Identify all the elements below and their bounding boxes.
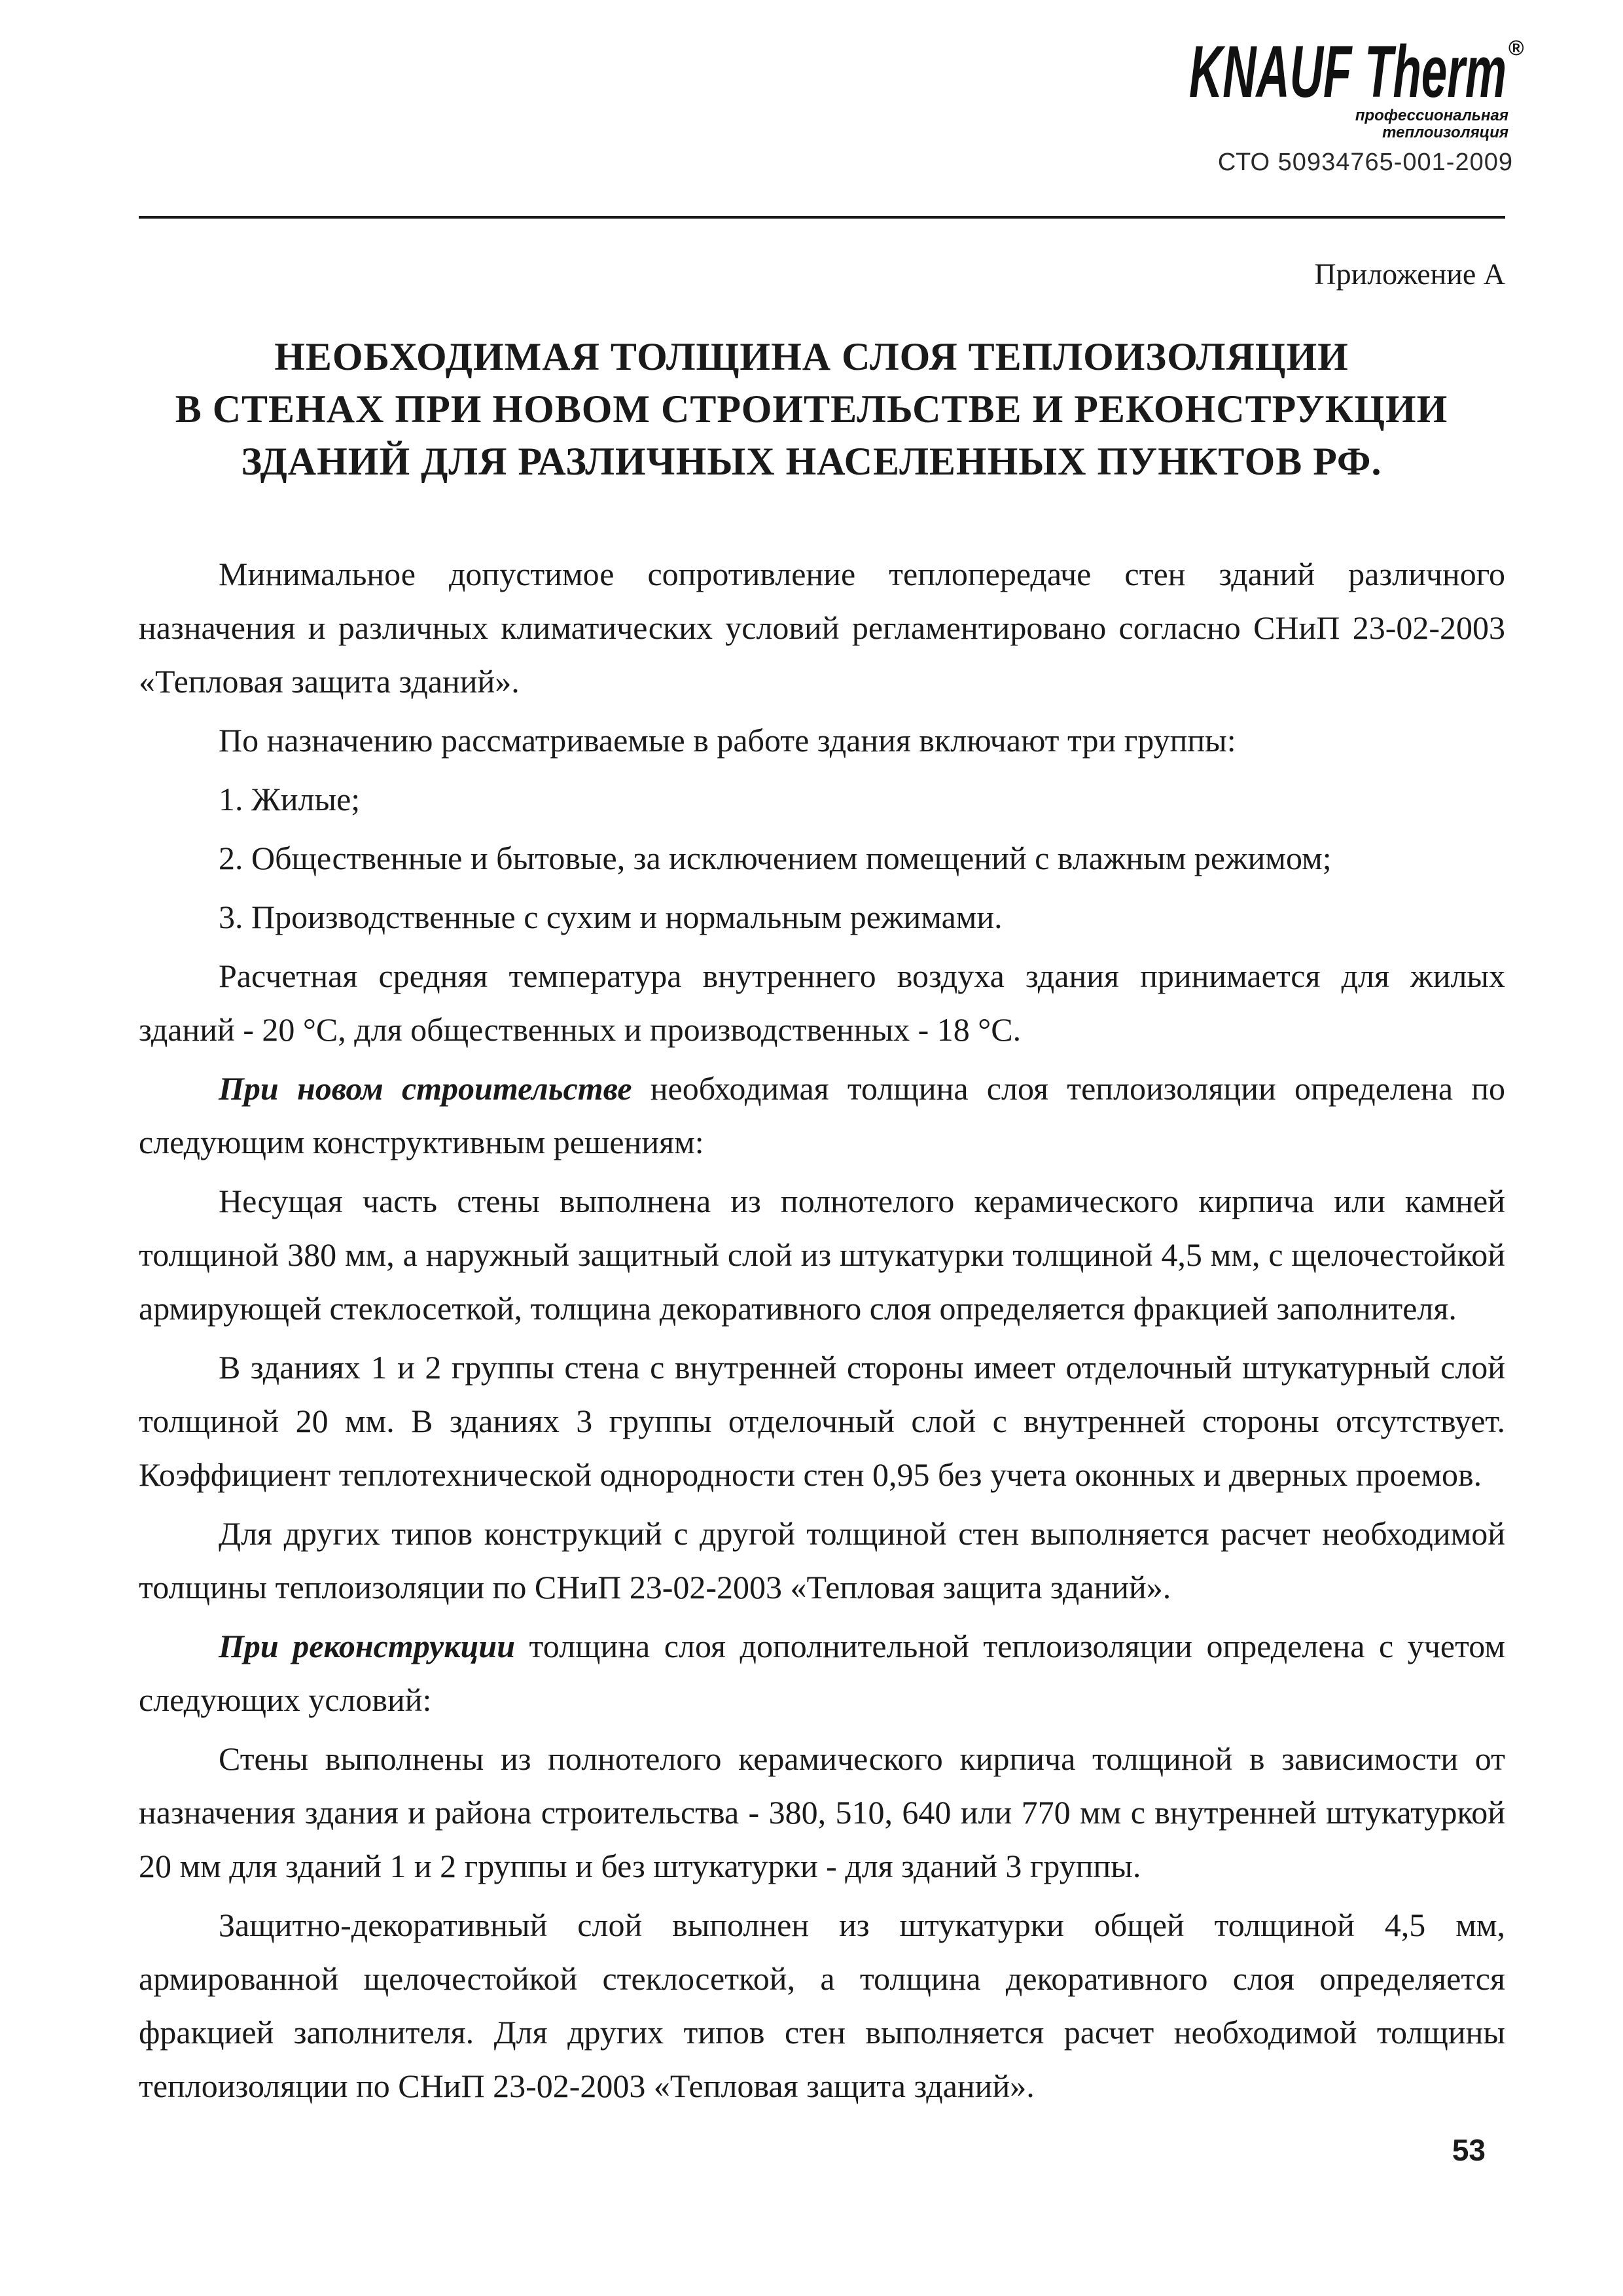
paragraph-other-constructions: Для других типов конструкций с другой толщиной стен выполняется расчет необходимой толщины теплоизоляции по СНиП 23-02-2003 «Тепловая защита зданий». — [139, 1515, 1505, 1605]
title-line-2: В СТЕНАХ ПРИ НОВОМ СТРОИТЕЛЬСТВЕ И РЕКОНСТРУКЦИИ — [175, 387, 1448, 431]
body-text — [139, 547, 1505, 2118]
paragraph-finishing-layer: В зданиях 1 и 2 группы стена с внутренней стороны имеет отделочный штукатурный слой толщиной 20 мм. В зданиях 3 группы отделочный слой с внутренней стороны отсутствует. Коэффициент теплотехнической однородности стен 0,95 без учета оконных и дверных проемов. — [139, 1349, 1505, 1493]
logo-tagline-line2: теплоизоляция — [1382, 124, 1508, 141]
list-item-industrial: 3. Производственные с сухим и нормальным режимами. — [219, 899, 1003, 935]
title-line-3: ЗДАНИЙ ДЛЯ РАЗЛИЧНЫХ НАСЕЛЕННЫХ ПУНКТОВ РФ. — [241, 440, 1382, 483]
page-number: 53 — [1452, 2133, 1486, 2167]
header-divider — [139, 216, 1505, 219]
list-item-public: 2. Общественные и бытовые, за исключением помещений с влажным режимом; — [219, 840, 1332, 876]
paragraph-new-construction — [139, 1062, 1505, 1169]
paragraph-reconstruction — [139, 1619, 1505, 1727]
registered-mark: ® — [1508, 36, 1524, 60]
appendix-label: Приложение А — [1314, 257, 1505, 291]
new-construction-lead: При новом строительстве — [219, 1070, 632, 1107]
paragraph-groups-intro: По назначению рассматриваемые в работе здания включают три группы: — [219, 722, 1236, 759]
logo-wordmark: KNAUF Therm — [1189, 31, 1507, 113]
reconstruction-text: толщина слоя дополнительной теплоизоляции определена с учетом следующих условий: — [139, 1628, 1505, 1718]
knauf-therm-logo — [1188, 24, 1528, 148]
list-item-residential: 1. Жилые; — [219, 781, 361, 817]
paragraph-brick-walls: Стены выполнены из полнотелого керамического кирпича толщиной в зависимости от назначения здания и района строительства - 380, 510, 640 или 770 мм с внутренней штукатуркой 20 мм для зданий 1 и 2 группы и без штукатурки - для зданий 3 группы. — [139, 1740, 1505, 1884]
reconstruction-lead: При реконструкции — [219, 1628, 516, 1664]
paragraph-min-resistance: Минимальное допустимое сопротивление теплопередаче стен зданий различного назначения и различных климатических условий регламентировано согласно СНиП 23-02-2003 «Тепловая защита зданий». — [139, 556, 1505, 700]
new-construction-text: необходимая толщина слоя теплоизоляции определена по следующим конструктивным решениям: — [139, 1070, 1506, 1160]
logo-tagline-line1: профессиональная — [1355, 107, 1508, 124]
paragraph-load-bearing-wall: Несущая часть стены выполнена из полнотелого керамического кирпича или камней толщиной 380 мм, а наружный защитный слой из штукатурки толщиной 4,5 мм, с щелочестойкой армирующей стеклосеткой, толщина декоративного слоя определяется фракцией заполнителя. — [139, 1183, 1505, 1327]
document-code: СТО 50934765-001-2009 — [1217, 149, 1513, 176]
page-title — [131, 331, 1492, 488]
paragraph-indoor-temperature: Расчетная средняя температура внутреннего воздуха здания принимается для жилых зданий - 20 °С, для общественных и производственных - 18 °С. — [139, 958, 1505, 1048]
title-line-1: НЕОБХОДИМАЯ ТОЛЩИНА СЛОЯ ТЕПЛОИЗОЛЯЦИИ — [274, 335, 1349, 378]
paragraph-decorative-layer: Защитно-декоративный слой выполнен из штукатурки общей толщиной 4,5 мм, армированной щелочестойкой стеклосеткой, а толщина декоративного слоя определяется фракцией заполнителя. Для других типов стен выполняется расчет необходимой толщины теплоизоляции по СНиП 23-02-2003 «Тепловая защита зданий». — [139, 1907, 1505, 2104]
